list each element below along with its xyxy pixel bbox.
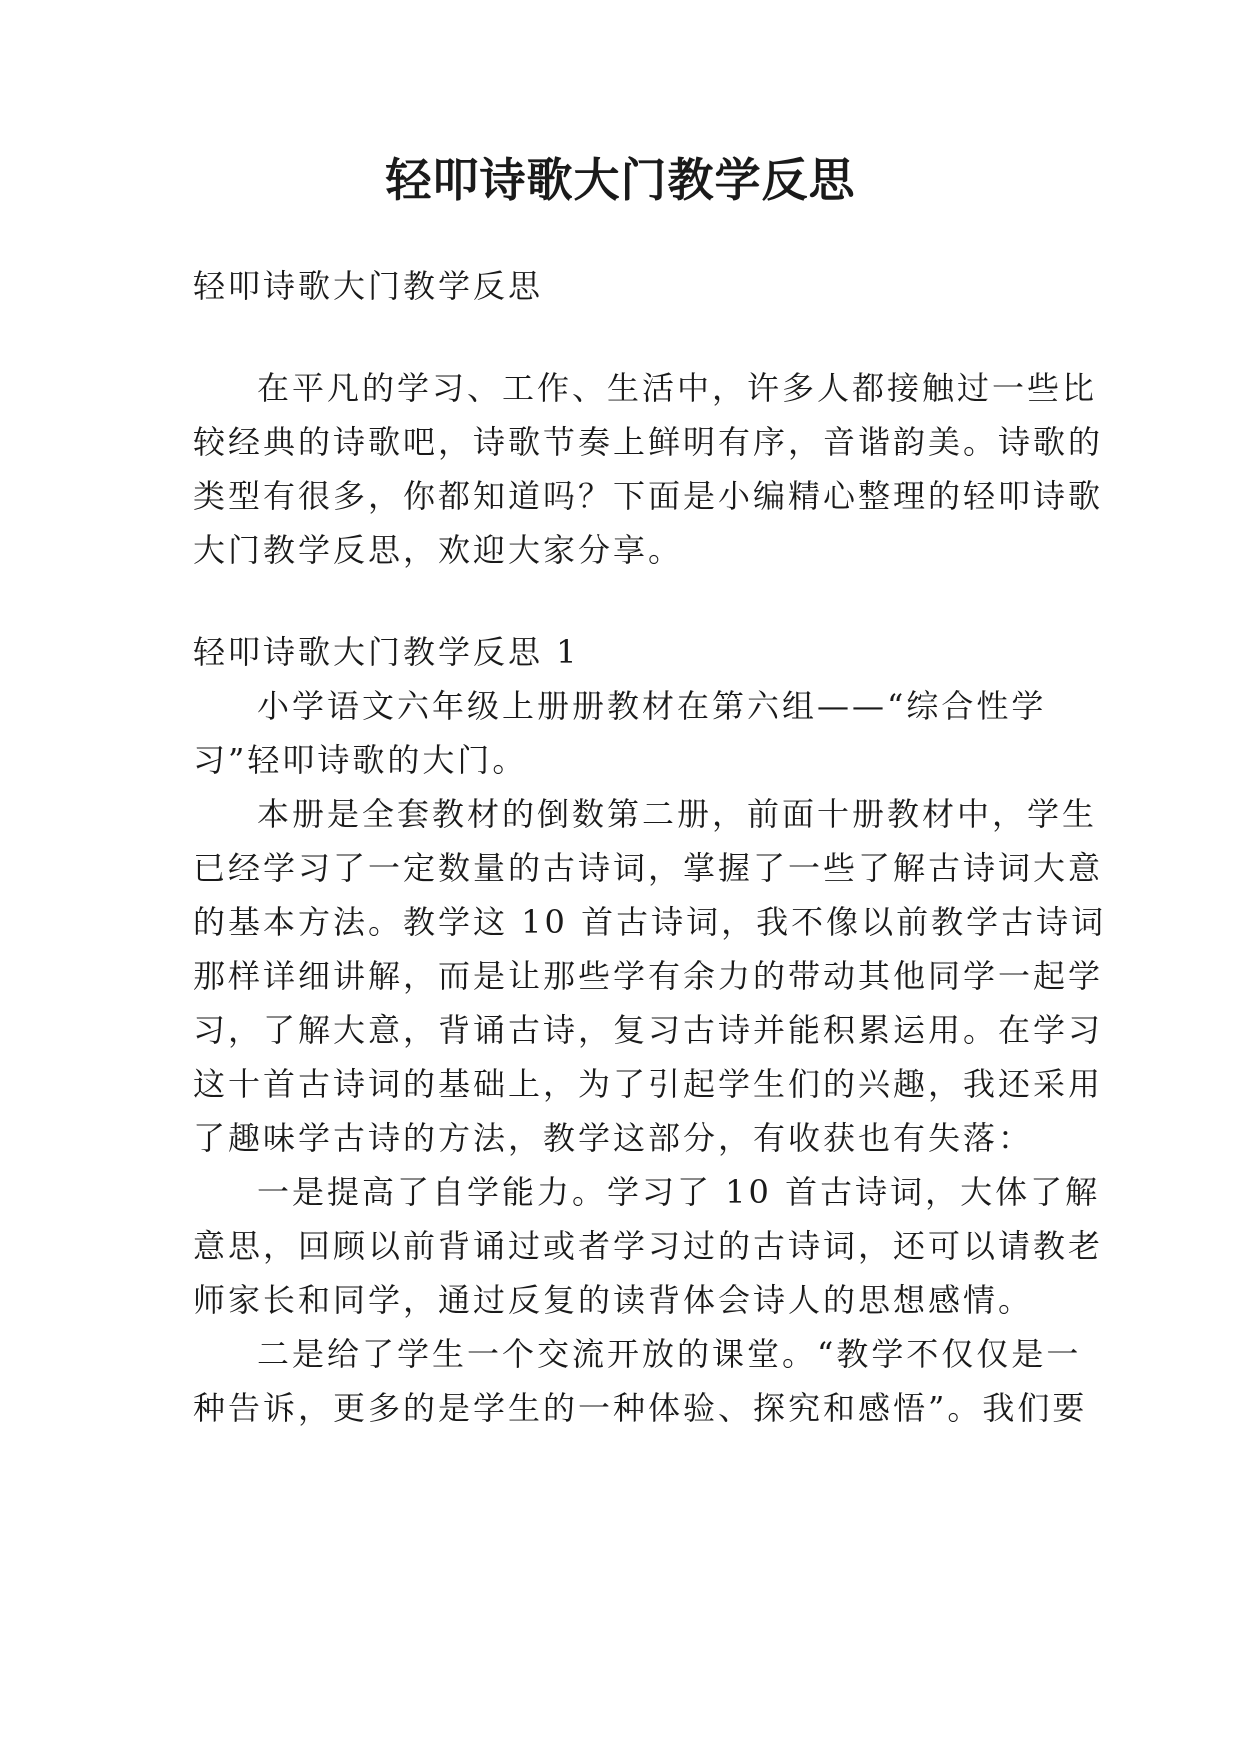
paragraph-line: 在平凡的学习、工作、生活中，许多人都接触过一些比 [257,369,1098,407]
paragraph-line: 小学语文六年级上册册教材在第六组——“综合性学 [257,687,1047,725]
paragraph-line: 本册是全套教材的倒数第二册，前面十册教材中，学生 [257,795,1098,833]
document-title: 轻叩诗歌大门教学反思 [385,153,856,207]
paragraph-line: 已经学习了一定数量的古诗词，掌握了一些了解古诗词大意 [193,849,1104,887]
paragraph-line: 习”轻叩诗歌的大门。 [193,741,528,779]
paragraph-line: 意思，回顾以前背诵过或者学习过的古诗词，还可以请教老 [193,1227,1104,1265]
paragraph-line: 种告诉，更多的是学生的一种体验、探究和感悟”。我们要 [193,1389,1088,1427]
paragraph-line: 的基本方法。教学这 10 首古诗词，我不像以前教学古诗词 [193,903,1107,941]
paragraph-line: 师家长和同学，通过反复的读背体会诗人的思想感情。 [193,1281,1034,1319]
paragraph-line: 一是提高了自学能力。学习了 10 首古诗词，大体了解 [257,1173,1101,1211]
section-heading: 轻叩诗歌大门教学反思 1 [193,633,580,671]
paragraph-line: 这十首古诗词的基础上，为了引起学生们的兴趣，我还采用 [193,1065,1104,1103]
paragraph-line: 了趣味学古诗的方法，教学这部分，有收获也有失落： [193,1119,1034,1157]
paragraph-line: 二是给了学生一个交流开放的课堂。“教学不仅仅是一 [257,1335,1082,1373]
paragraph-line: 大门教学反思，欢迎大家分享。 [193,531,684,569]
paragraph-line: 较经典的诗歌吧，诗歌节奏上鲜明有序，音谐韵美。诗歌的 [193,423,1104,461]
paragraph-line: 那样详细讲解，而是让那些学有余力的带动其他同学一起学 [193,957,1104,995]
subtitle-line: 轻叩诗歌大门教学反思 [193,267,544,305]
paragraph-line: 习，了解大意，背诵古诗，复习古诗并能积累运用。在学习 [193,1011,1104,1049]
paragraph-line: 类型有很多，你都知道吗？下面是小编精心整理的轻叩诗歌 [193,477,1104,515]
